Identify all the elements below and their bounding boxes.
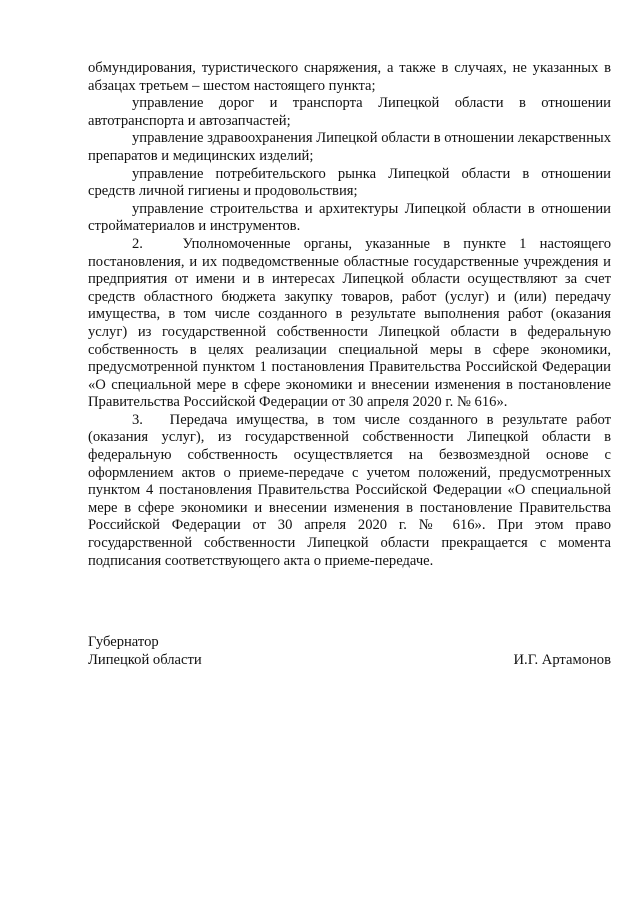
signature-block: [88, 633, 611, 669]
signature-row: [88, 651, 611, 669]
paragraph-healthcare: управление здравоохранения Липецкой области в отношении лекарственных препаратов и медицинских изделий;: [88, 130, 611, 164]
signature-name: И.Г. Артамонов: [513, 652, 611, 668]
paragraph-roads-transport: управление дорог и транспорта Липецкой области в отношении автотранспорта и автозапчастей;: [88, 95, 611, 129]
paragraph-consumer-market: управление потребительского рынка Липецкой области в отношении средств личной гигиены и продовольствия;: [88, 165, 611, 200]
paragraph-continuation: обмундирования, туристического снаряжения, а также в случаях, не указанных в абзацах третьем – шестом настоящего пункта;: [88, 60, 611, 94]
paragraph-item-2: 2. Уполномоченные органы, указанные в пункте 1 настоящего постановления, и их подведомственные областные государственные учреждения и предприятия от имени и в интересах Липецкой области осуществляют за счет средств областного бюджета закупку товаров, работ (услуг) и (или) передачу имущества, в том числе созданного в результате выполнения работ (оказания услуг) из государственной собственности Липецкой области в федеральную собственность в целях реализации специальной меры в сфере экономики, предусмотренной пунктом 1 постановления Правительства Российской Федерации «О специальной мере в сфере экономики и внесении изменения в постановление Правительства Российской Федерации от 30 апреля 2020 г. № 616».: [88, 235, 611, 411]
paragraph-item-3: 3. Передача имущества, в том числе созданного в результате работ (оказания услуг), из государственной собственности Липецкой области в федеральную собственность осуществляется на безвозмездной основе с оформлением актов о приеме-передаче с учетом положений, предусмотренных пунктом 4 постановления Правительства Российской Федерации «О специальной мере в сфере экономики и внесении изменения в постановление Правительства Российской Федерации от 30 апреля 2020 г. № 616». При этом право государственной собственности Липецкой области прекращается с момента подписания соответствующего акта о приеме-передаче.: [88, 411, 611, 569]
paragraph-construction: управление строительства и архитектуры Липецкой области в отношении стройматериалов и инструментов.: [88, 200, 611, 235]
signature-title-line2: Липецкой области: [88, 652, 202, 668]
signature-title-line1: Губернатор: [88, 634, 159, 650]
document-body: [88, 60, 611, 570]
